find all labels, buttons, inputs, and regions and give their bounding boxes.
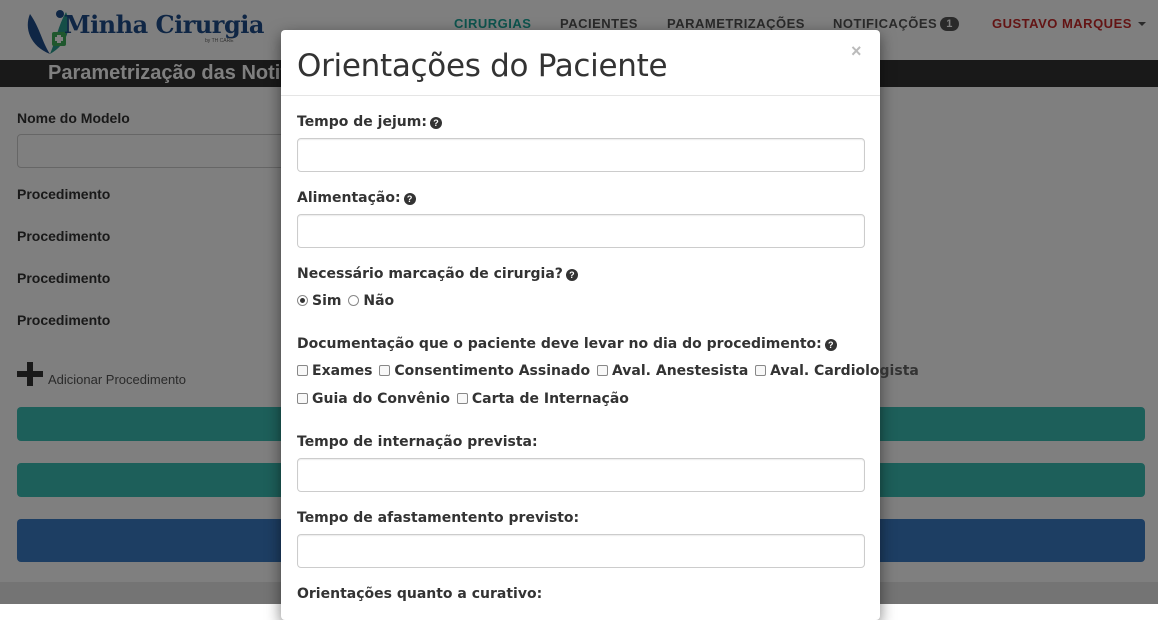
- checkbox-carta[interactable]: [457, 393, 468, 404]
- modal-title: Orientações do Paciente: [297, 48, 668, 84]
- radio-sim-label: Sim: [312, 293, 342, 309]
- documents-options-row-2: [297, 391, 631, 407]
- surgery-booking-options: [297, 293, 396, 309]
- checkbox-consentimento[interactable]: [379, 365, 390, 376]
- question-circle-icon[interactable]: ?: [825, 339, 837, 351]
- checkbox-exames-label: Exames: [312, 363, 373, 379]
- checkbox-guia[interactable]: [297, 393, 308, 404]
- checkbox-anestesista-label: Aval. Anestesista: [611, 363, 749, 379]
- leave-input[interactable]: [297, 534, 865, 568]
- fasting-input[interactable]: [297, 138, 865, 172]
- checkbox-exames[interactable]: [297, 365, 308, 376]
- patient-guidelines-modal: [281, 30, 919, 620]
- question-circle-icon[interactable]: ?: [404, 193, 416, 205]
- radio-sim[interactable]: [297, 295, 308, 306]
- checkbox-cardiologista-label: Aval. Cardiologista: [770, 363, 919, 379]
- checkbox-option-cardiologista[interactable]: [755, 363, 919, 379]
- surgery-booking-label-text: Necessário marcação de cirurgia?: [297, 266, 563, 282]
- fasting-label: [297, 114, 442, 130]
- food-input[interactable]: [297, 214, 865, 248]
- surgery-booking-label: [297, 266, 578, 282]
- food-label: [297, 190, 416, 206]
- checkbox-consentimento-label: Consentimento Assinado: [394, 363, 591, 379]
- hospitalization-label: Tempo de internação prevista:: [297, 434, 538, 450]
- leave-label: Tempo de afastamentento previsto:: [297, 510, 580, 526]
- checkbox-anestesista[interactable]: [597, 365, 608, 376]
- checkbox-option-consentimento[interactable]: [379, 363, 590, 379]
- checkbox-guia-label: Guia do Convênio: [312, 391, 450, 407]
- checkbox-carta-label: Carta de Internação: [471, 391, 629, 407]
- close-icon[interactable]: ×: [851, 41, 862, 61]
- radio-nao-label: Não: [363, 293, 395, 309]
- checkbox-option-anestesista[interactable]: [597, 363, 748, 379]
- documents-label: [297, 336, 837, 352]
- checkbox-option-exames[interactable]: [297, 363, 372, 379]
- hospitalization-input[interactable]: [297, 458, 865, 492]
- food-label-text: Alimentação:: [297, 190, 401, 206]
- radio-nao[interactable]: [348, 295, 359, 306]
- checkbox-option-guia[interactable]: [297, 391, 450, 407]
- modal-header: [281, 30, 880, 96]
- radio-option-sim[interactable]: [297, 293, 341, 309]
- fasting-label-text: Tempo de jejum:: [297, 114, 427, 130]
- radio-option-nao[interactable]: [348, 293, 394, 309]
- question-circle-icon[interactable]: ?: [566, 269, 578, 281]
- documents-label-text: Documentação que o paciente deve levar no dia do procedimento:: [297, 336, 822, 352]
- question-circle-icon[interactable]: ?: [430, 117, 442, 129]
- documents-options-row-1: [297, 363, 921, 379]
- dressing-label: Orientações quanto a curativo:: [297, 586, 543, 602]
- checkbox-option-carta[interactable]: [457, 391, 629, 407]
- checkbox-cardiologista[interactable]: [755, 365, 766, 376]
